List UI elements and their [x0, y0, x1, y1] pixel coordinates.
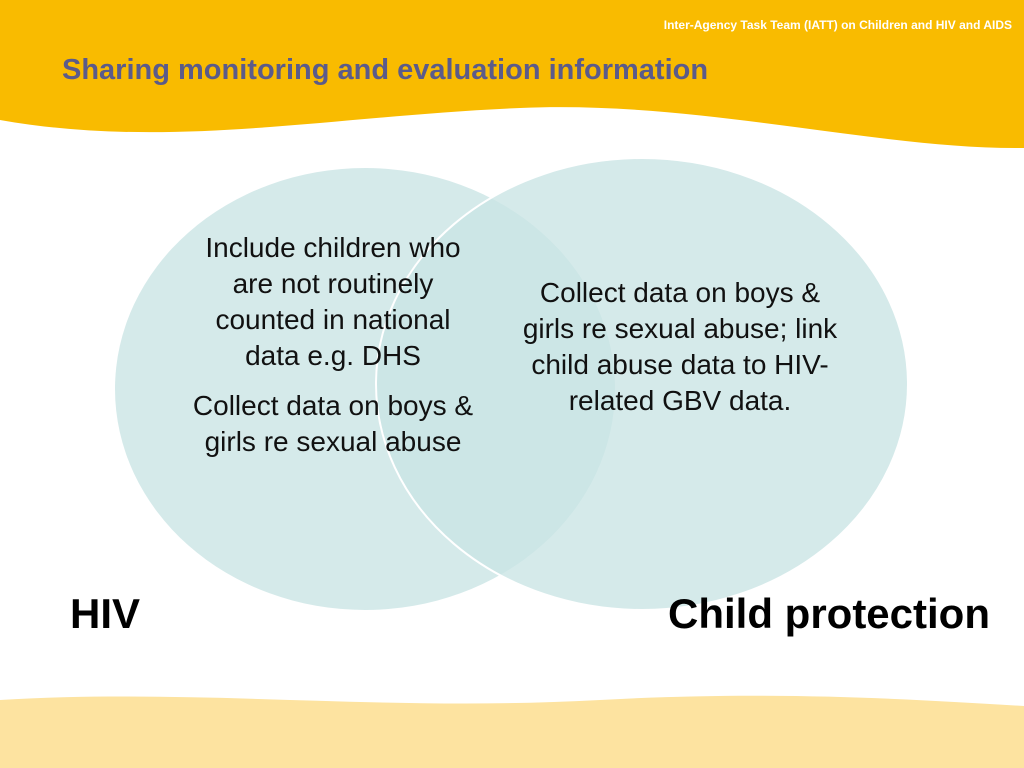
slide-title: Sharing monitoring and evaluation information	[62, 54, 709, 86]
child-protection-label: Child protection	[668, 590, 990, 637]
hiv-text-block-1: Include children who are not routinely counted in national data e.g. DHS	[205, 232, 461, 371]
hiv-label: HIV	[70, 590, 141, 637]
organization-header: Inter-Agency Task Team (IATT) on Children and HIV and AIDS	[663, 18, 1012, 32]
hiv-text-block-2: Collect data on boys & girls re sexual abuse	[192, 390, 474, 457]
child-protection-text-block-1: Collect data on boys & girls re sexual abuse; link child abuse data to HIV-related GBV data.	[522, 277, 838, 416]
hiv-circle-text	[188, 230, 478, 460]
child-protection-circle-text	[520, 275, 840, 419]
